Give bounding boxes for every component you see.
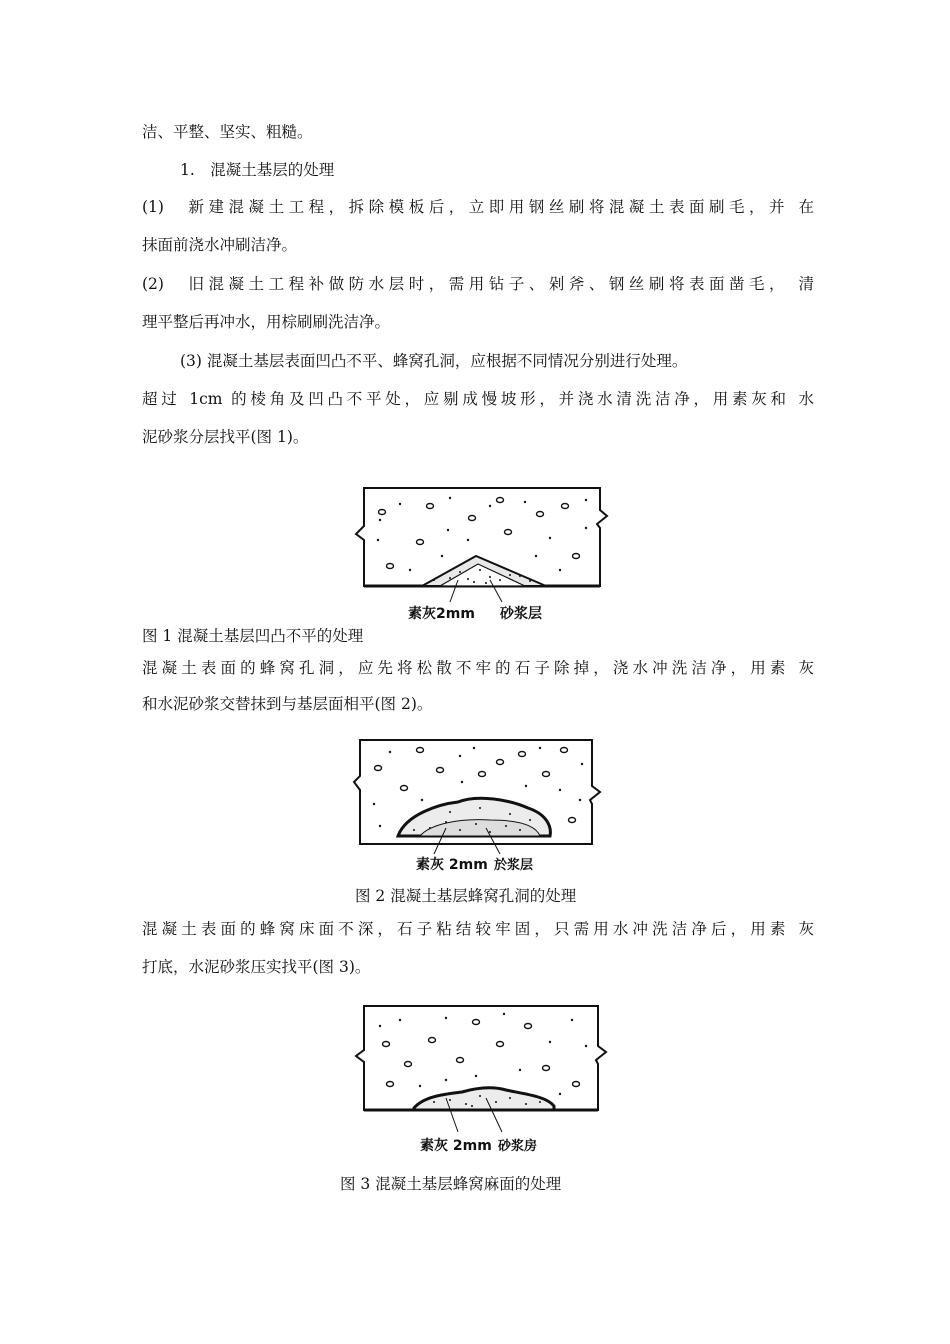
- figure-2-label-left: 素灰 2mm: [416, 857, 488, 873]
- paragraph-2-line-2: 理平整后再冲水，用棕刷刷洗洁净。: [142, 313, 391, 331]
- paragraph-continuation: 洁、平整、坚实、粗糙。: [142, 123, 313, 141]
- figure-1-label-right: 砂浆层: [500, 606, 542, 622]
- paragraph-4-line-1: 超过 1cm 的棱角及凹凸不平处，应剔成慢坡形，并浇水清洗洁净，用素灰和 水: [142, 390, 814, 408]
- figure-2: [350, 734, 610, 880]
- section-heading: 1. 混凝土基层的处理: [180, 161, 335, 179]
- paragraph-5-line-2: 和水泥砂浆交替抹到与基层面相平(图 2)。: [142, 695, 433, 713]
- paragraph-6-line-2: 打底，水泥砂浆压实找平(图 3)。: [142, 958, 371, 976]
- figure-3-label-left: 素灰 2mm: [420, 1138, 492, 1154]
- figure-3-caption: 图 3 混凝土基层蜂窝麻面的处理: [340, 1175, 562, 1193]
- paragraph-3: (3) 混凝土基层表面凹凸不平、蜂窝孔洞，应根据不同情况分别进行处理。: [180, 352, 688, 370]
- paragraph-1-line-2: 抹面前浇水冲刷洁净。: [142, 236, 298, 254]
- paragraph-1-line-1: (1) 新建混凝土工程，拆除模板后，立即用钢丝刷将混凝土表面刷毛，并 在: [142, 198, 814, 216]
- paragraph-4-line-2: 泥砂浆分层找平(图 1)。: [142, 428, 309, 446]
- figure-1-label-left: 素灰2mm: [408, 606, 475, 622]
- figure-1: [350, 480, 610, 626]
- figure-3: [350, 1000, 610, 1160]
- paragraph-5-line-1: 混凝土表面的蜂窝孔洞，应先将松散不牢的石子除掉，浇水冲洗洁净，用素 灰: [142, 659, 814, 677]
- figure-2-caption: 图 2 混凝土基层蜂窝孔洞的处理: [355, 887, 577, 905]
- figure-2-label-right: 於浆层: [494, 858, 534, 873]
- paragraph-2-line-1: (2) 旧混凝土工程补做防水层时，需用钻子、剁斧、钢丝刷将表面凿毛， 清: [142, 275, 814, 293]
- figure-1-caption: 图 1 混凝土基层凹凸不平的处理: [142, 627, 364, 645]
- paragraph-6-line-1: 混凝土表面的蜂窝床面不深，石子粘结较牢固，只需用水冲洗洁净后，用素 灰: [142, 920, 814, 938]
- figure-3-label-right: 砂浆房: [498, 1139, 538, 1154]
